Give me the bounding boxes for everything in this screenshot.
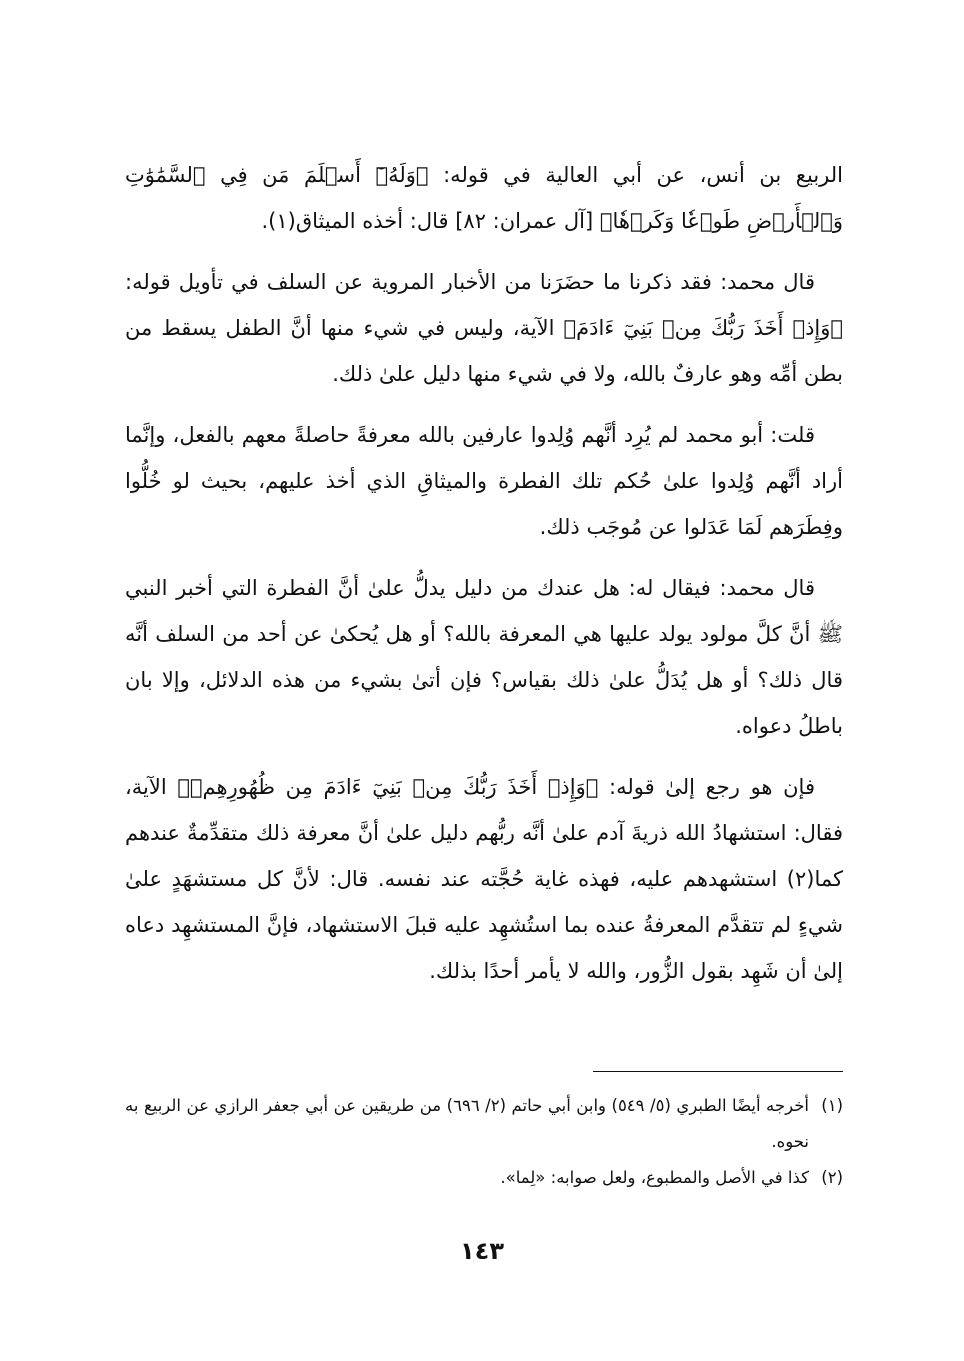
footnote-2-number: (٢)	[821, 1168, 843, 1187]
paragraph-3: قلت: أبو محمد لم يُرِد أنَّهم وُلِدوا عارفين بالله معرفةً حاصلةً معهم بالفعل، وإنَّما أراد أنَّهم وُلِدوا علىٰ حُكم تلك الفطرة والميثاقِ الذي أخذ عليهم، بحيث لو خُلُّوا وفِطَرَهم لَمَا عَدَلوا عن مُوجَب ذلك.	[125, 423, 843, 539]
footnotes	[125, 1088, 843, 1196]
footnote-2	[125, 1160, 843, 1196]
footnote-2-text: كذا في الأصل والمطبوع، ولعل صوابه: «لِما».	[500, 1168, 809, 1187]
footnote-divider	[593, 1071, 843, 1072]
paragraph-1: الربيع بن أنس، عن أبي العالية في قوله: ﴿وَلَهُۥٓ أَسۡلَمَ مَن فِي ٱلسَّمَٰوَٰتِ وَٱلۡأَرۡضِ طَوۡعٗا وَكَرۡهٗا﴾ [آل عمران: ٨٢] قال: أخذه الميثاق(١).	[125, 163, 843, 233]
page-number: ١٤٣	[460, 1237, 504, 1265]
footnote-1-text: أخرجه أيضًا الطبري (٥/ ٥٤٩) وابن أبي حاتم (٢/ ٦٩٦) من طريقين عن أبي جعفر الرازي عن الربيع به نحوه.	[125, 1096, 809, 1151]
main-text	[125, 152, 843, 1009]
paragraph-4: قال محمد: فيقال له: هل عندك من دليل يدلُّ علىٰ أنَّ الفطرة التي أخبر النبي ﷺ أنَّ كلَّ مولود يولد عليها هي المعرفة بالله؟ أو هل يُحكىٰ عن أحد من السلف أنَّه قال ذلك؟ أو هل يُدَلُّ علىٰ ذلك بقياس؟ فإن أتىٰ بشيء من هذه الدلائل، وإلا بان باطلُ دعواه.	[125, 576, 843, 738]
paragraph-2: قال محمد: فقد ذكرنا ما حضَرَنا من الأخبار المروية عن السلف في تأويل قوله: ﴿وَإِذۡ أَخَذَ رَبُّكَ مِنۢ بَنِيٓ ءَادَمَ﴾ الآية، وليس في شيء منها أنَّ الطفل يسقط من بطن أمِّه وهو عارفٌ بالله، ولا في شيء منها دليل علىٰ ذلك.	[125, 270, 843, 386]
paragraph-5: فإن هو رجع إلىٰ قوله: ﴿وَإِذۡ أَخَذَ رَبُّكَ مِنۢ بَنِيٓ ءَادَمَ مِن ظُهُورِهِمۡ﴾ الآية، فقال: استشهادُ الله ذريةَ آدم علىٰ أنَّه ربُّهم دليل علىٰ أنَّ معرفة ذلك متقدِّمةٌ عندهم كما(٢) استشهدهم عليه، فهذه غاية حُجَّته عند نفسه. قال: لأنَّ كل مستشهَدٍ علىٰ شيءٍ لم تتقدَّم المعرفةُ عنده بما استُشهِد عليه قبلَ الاستشهاد، فإنَّ المستشهِد دعاه إلىٰ أن شَهِد بقول الزُّور، والله لا يأمر أحدًا بذلك.	[125, 775, 843, 983]
footnote-1-number: (١)	[821, 1096, 843, 1115]
footnote-1	[125, 1088, 843, 1160]
